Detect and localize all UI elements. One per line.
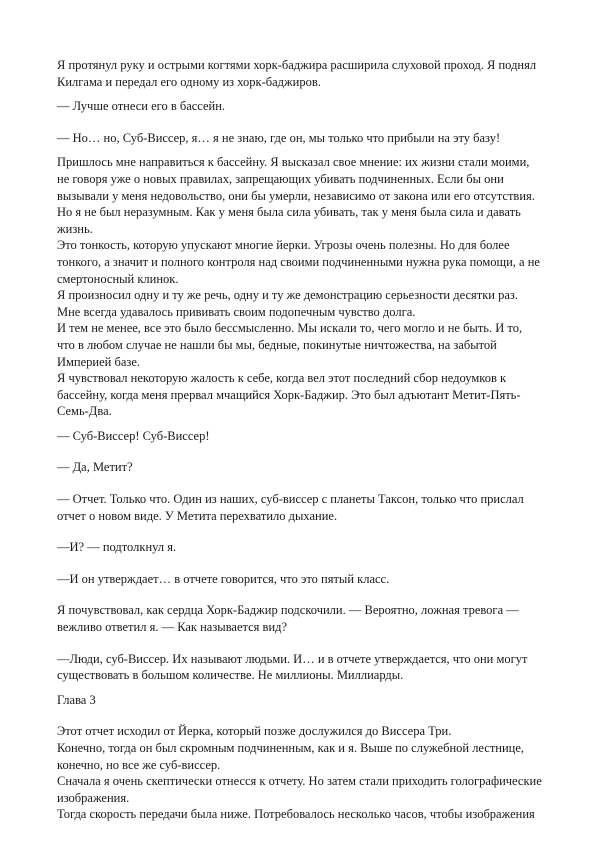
paragraph-13: —И? — подтолкнул я. — [57, 540, 177, 555]
paragraph-3: — Но… но, Суб-Виссер, я… я не знаю, где он, мы только что прибыли на эту базу! — [57, 130, 501, 145]
paragraph-14: —И он утверждает… в отчете говорится, что это пятый класс. — [57, 571, 390, 586]
paragraph-4: Пришлось мне направиться к бассейну. Я высказал свое мнение: их жизни стали моими, не говоря уже о новых правилах, запрещающих убивать подчиненных. Если бы они вызывали у меня недовольство, они бы умерли, независимо от закона или его отсутствия. — [57, 155, 535, 203]
paragraph-2: — Лучше отнеси его в бассейн. — [57, 99, 226, 114]
paragraph-19: Конечно, тогда он был скромным подчиненным, как и я. Выше по служебной лестнице, конечно, но все же суб-виссер. — [57, 741, 525, 772]
paragraph-5: Но я не был неразумным. Как у меня была сила убивать, так у меня была сила и давать жизнь. — [57, 205, 521, 236]
paragraph-20: Сначала я очень скептически отнесся к отчету. Но затем стали приходить голографические изображения. — [57, 774, 542, 805]
paragraph-11: — Да, Метит? — [57, 460, 133, 475]
paragraph-21: Тогда скорость передачи была ниже. Потребовалось несколько часов, чтобы изображения — [57, 807, 535, 822]
paragraph-8: И тем не менее, все это было бессмысленно. Мы искали то, чего могло и не быть. И то, что в любом случае не нашли бы мы, бедные, покинутые ничтожества, на забытой Империей базе. — [57, 321, 523, 369]
paragraph-9: Я чувствовал некоторую жалость к себе, когда вел этот последний сбор недоумков к бассейну, когда меня прервал мчащийся Хорк-Баджир. Это был адъютант Метит-Пять-Семь-Два. — [57, 371, 521, 419]
paragraph-1: Я протянул руку и острыми когтями хорк-баджира расширила слуховой проход. Я поднял Килгама и передал его одному из хорк-баджиров. — [57, 58, 537, 89]
paragraph-10: — Суб-Виссер! Суб-Виссер! — [57, 428, 210, 443]
paragraph-7: Я произносил одну и ту же речь, одну и ту же демонстрацию серьезности десятки раз. Мне всегда удавалось прививать своим подопечным чувство долга. — [57, 288, 518, 319]
paragraph-18: Этот отчет исходил от Йерка, который позже дослужился до Виссера Три. — [57, 724, 452, 739]
paragraph-16: —Люди, суб-Виссер. Их называют людьми. И… и в отчете утверждается, что они могут существовать в большом количестве. Не миллионы. Миллиарды. — [57, 651, 528, 683]
paragraph-6: Это тонкость, которую упускают многие йерки. Угрозы очень полезны. Но для более тонкого, а значит и полного контроля над своими подчиненными нужна рука помощи, а не смертоносный клинок. — [57, 238, 540, 286]
chapter-heading: Глава 3 — [57, 692, 96, 707]
paragraph-12: — Отчет. Только что. Один из наших, суб-виссер с планеты Таксон, только что прислал отчет о новом виде. У Метита перехватило дыхание. — [57, 492, 524, 523]
paragraph-15: Я почувствовал, как сердца Хорк-Баджир подскочили. — Вероятно, ложная тревога — вежливо ответил я. — Как называется вид? — [57, 603, 519, 635]
document-body — [57, 57, 543, 823]
